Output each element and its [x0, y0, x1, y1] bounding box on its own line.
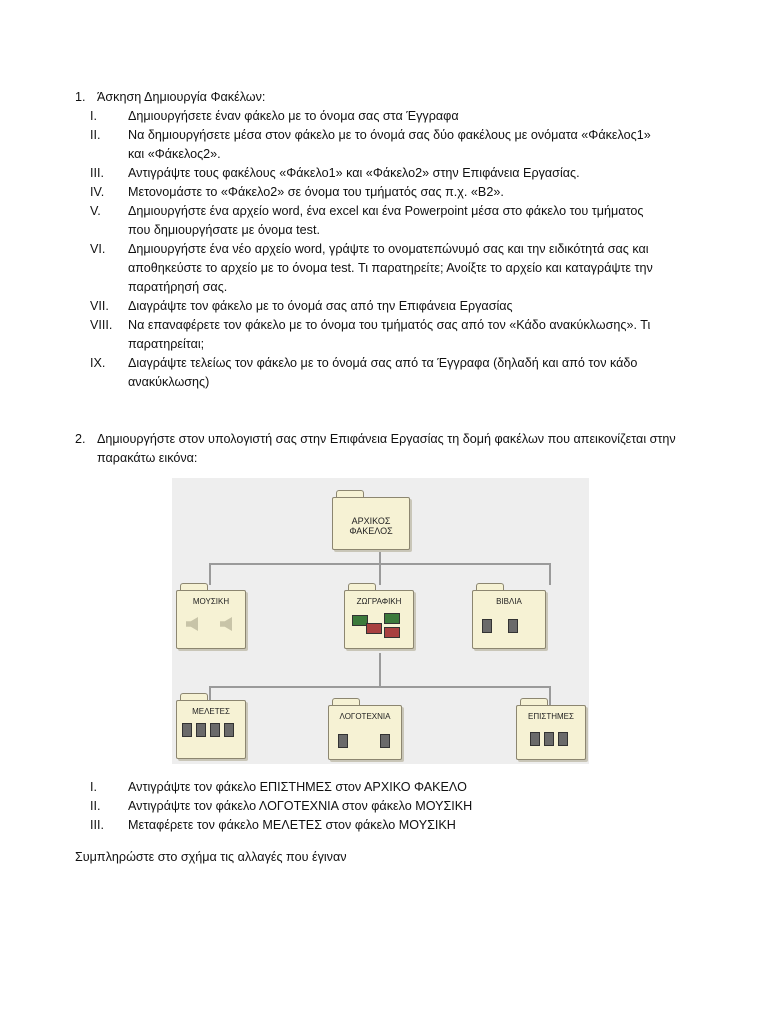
folder-label: ΑΡΧΙΚΟΣ ΦΑΚΕΛΟΣ: [349, 516, 393, 536]
item-text: Μετονομάστε το «Φάκελο2» σε όνομα του τμήματός σας π.χ. «Β2».: [128, 185, 504, 199]
picture-icon: [384, 613, 400, 624]
list-item: [75, 202, 715, 240]
list-item: [75, 297, 715, 316]
folder-studies: [176, 693, 246, 759]
folder-label: ΛΟΓΟΤΕΧΝΙΑ: [339, 712, 391, 721]
document-icon: [530, 732, 540, 746]
list-item: [75, 778, 715, 797]
list-item: [75, 126, 715, 164]
item-text: Δημιουργήστε ένα νέο αρχείο word, γράψτε το ονοματεπώνυμό σας και την ειδικότητά σας και αποθηκεύστε το αρχείο με το όνομα test. Τι παρατηρείτε; Ανοίξτε το αρχείο και καταγράψτε την παρατήρησή σας.: [128, 242, 653, 294]
folder-label: ΒΙΒΛΙΑ: [496, 597, 522, 606]
folder-literature: [328, 698, 402, 760]
picture-icon: [384, 627, 400, 638]
question-2-title: Δημιουργήστε στον υπολογιστή σας στην Επιφάνεια Εργασίας τη δομή φακέλων που απεικονίζεται στην παρακάτω εικόνα:: [97, 432, 676, 465]
connector-line: [209, 563, 211, 585]
item-number: I.: [90, 109, 97, 123]
item-number: VI.: [90, 242, 106, 256]
document-icon: [182, 723, 192, 737]
folder-painting: [344, 583, 414, 649]
document-icon: [224, 723, 234, 737]
item-text: Δημιουργήσετε έναν φάκελο με το όνομα σας στα Έγγραφα: [128, 109, 459, 123]
connector-line: [379, 550, 381, 564]
item-number: IV.: [90, 185, 105, 199]
list-item: [75, 797, 715, 816]
list-item: [75, 316, 715, 354]
item-text: Αντιγράψτε τους φακέλους «Φάκελο1» και «Φάκελο2» στην Επιφάνεια Εργασίας.: [128, 166, 580, 180]
question-1-title: Άσκηση Δημιουργία Φακέλων:: [97, 90, 266, 104]
document-icon: [210, 723, 220, 737]
document-icon: [508, 619, 518, 633]
folder-label: ΖΩΓΡΑΦΙΚΗ: [356, 597, 402, 606]
item-text: Διαγράψτε τον φάκελο με το όνομά σας από την Επιφάνεια Εργασίας: [128, 299, 513, 313]
item-text: Αντιγράψτε τον φάκελο ΕΠΙΣΤΗΜΕΣ στον ΑΡΧΙΚΟ ΦΑΚΕΛΟ: [128, 780, 467, 794]
item-number: VII.: [90, 299, 109, 313]
item-number: I.: [90, 780, 97, 794]
item-text: Δημιουργήστε ένα αρχείο word, ένα excel και ένα Powerpoint μέσα στο φάκελο του τμήματος που δημιουργήσατε με όνομα test.: [128, 204, 644, 237]
item-number: V.: [90, 204, 101, 218]
item-number: III.: [90, 818, 104, 832]
connector-line: [379, 653, 381, 687]
document-icon: [338, 734, 348, 748]
connector-line: [379, 563, 381, 585]
question-2-items: [75, 778, 715, 835]
item-text: Να επαναφέρετε τον φάκελο με το όνομα του τμήματός σας από τον «Κάδο ανακύκλωσης». Τι παρατηρείται;: [128, 318, 651, 351]
folder-sciences: [516, 698, 586, 760]
picture-icon: [366, 623, 382, 634]
folder-label: ΜΟΥΣΙΚΗ: [192, 597, 230, 606]
folder-music: [176, 583, 246, 649]
question-2-number: 2.: [75, 432, 86, 446]
document-icon: [544, 732, 554, 746]
list-item: [75, 240, 715, 297]
question-2: [75, 430, 715, 468]
closing-instruction: Συμπληρώστε στο σχήμα τις αλλαγές που έγιναν: [75, 850, 347, 864]
list-item: [75, 183, 715, 202]
folder-label: ΜΕΛΕΤΕΣ: [192, 707, 230, 716]
question-2-heading: [75, 430, 715, 468]
item-number: III.: [90, 166, 104, 180]
question-1: [75, 88, 715, 392]
item-text: Μεταφέρετε τον φάκελο ΜΕΛΕΤΕΣ στον φάκελο ΜΟΥΣΙΚΗ: [128, 818, 456, 832]
folder-tree-diagram: [172, 478, 589, 764]
document-icon: [558, 732, 568, 746]
question-1-heading: [75, 88, 715, 107]
item-text: Διαγράψτε τελείως τον φάκελο με το όνομά σας από τα Έγγραφα (δηλαδή και από τον κάδο ανακύκλωσης): [128, 356, 638, 389]
connector-line: [549, 563, 551, 585]
item-number: II.: [90, 799, 101, 813]
question-1-number: 1.: [75, 90, 86, 104]
list-item: [75, 107, 715, 126]
item-number: II.: [90, 128, 101, 142]
folder-root: [332, 490, 410, 550]
list-item: [75, 164, 715, 183]
item-number: VIII.: [90, 318, 113, 332]
folder-label: ΕΠΙΣΤΗΜΕΣ: [528, 712, 574, 721]
list-item: [75, 354, 715, 392]
item-text: Να δημιουργήσετε μέσα στον φάκελο με το όνομά σας δύο φακέλους με ονόματα «Φάκελος1» και «Φάκελος2».: [128, 128, 651, 161]
folder-books: [472, 583, 546, 649]
connector-line: [209, 686, 550, 688]
list-item: [75, 816, 715, 835]
document-icon: [380, 734, 390, 748]
item-number: IX.: [90, 356, 106, 370]
document-icon: [196, 723, 206, 737]
document-icon: [482, 619, 492, 633]
item-text: Αντιγράψτε τον φάκελο ΛΟΓΟΤΕΧΝΙΑ στον φάκελο ΜΟΥΣΙΚΗ: [128, 799, 473, 813]
